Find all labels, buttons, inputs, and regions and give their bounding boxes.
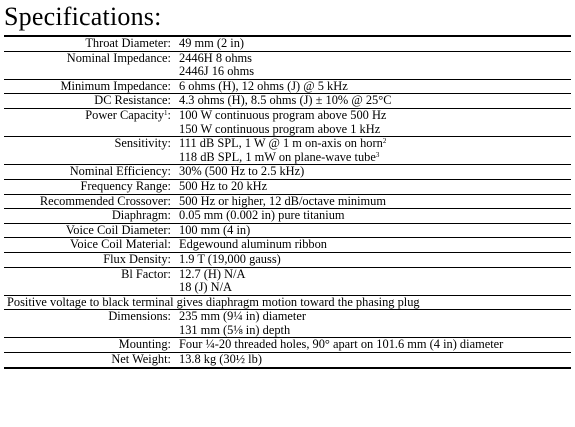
spec-label (4, 238, 176, 252)
spec-value-text: 100 mm (4 in) (179, 222, 251, 237)
spec-value-line (179, 37, 571, 51)
spec-value (176, 353, 571, 367)
spec-label-text: Throat Diameter: (85, 36, 171, 50)
spec-label (4, 310, 176, 337)
spec-value-line (179, 180, 571, 194)
spec-value (176, 165, 571, 179)
spec-value-line (179, 310, 571, 324)
spec-value (176, 180, 571, 194)
spec-label (4, 224, 176, 238)
spec-value-line (179, 224, 571, 238)
spec-value-line (179, 209, 571, 223)
spec-value (176, 224, 571, 238)
spec-label-text: Minimum Impedance: (60, 78, 171, 93)
spec-row (4, 94, 571, 109)
spec-value-text: 235 mm (9¼ in) diameter (179, 309, 306, 324)
page-title: Specifications: (4, 2, 162, 31)
spec-row (4, 253, 571, 268)
footnote-mark: 1 (164, 108, 168, 117)
spec-value (176, 338, 571, 352)
spec-value-text: 18 (J) N/A (179, 280, 232, 295)
spec-label (4, 37, 176, 51)
spec-value-line (179, 165, 571, 179)
spec-value-text: 49 mm (2 in) (179, 36, 245, 50)
spec-value-text: Edgewound aluminum ribbon (179, 237, 327, 252)
spec-label (4, 165, 176, 179)
spec-value (176, 310, 571, 337)
spec-value (176, 94, 571, 108)
spec-value-text: 13.8 kg (30½ lb) (179, 352, 262, 367)
spec-value-line (179, 52, 571, 66)
spec-value-line (179, 268, 571, 282)
footnote-mark: 3 (375, 150, 380, 159)
spec-value-line (179, 137, 571, 151)
spec-row (4, 338, 571, 353)
spec-value-line (179, 281, 571, 295)
spec-value-text: 500 Hz or higher, 12 dB/octave minimum (179, 193, 387, 208)
specifications-table (4, 35, 571, 369)
spec-value-text: 118 dB SPL, 1 mW on plane-wave tube (179, 149, 376, 164)
spec-value-line (179, 80, 571, 94)
spec-row (4, 165, 571, 180)
spec-value-line (179, 353, 571, 367)
spec-label-text: Sensitivity: (114, 136, 171, 151)
spec-label-text: Power Capacity (85, 107, 165, 122)
spec-label-text: Diaphragm: (111, 208, 171, 223)
spec-row (4, 209, 571, 224)
spec-rows-physical (4, 310, 571, 368)
spec-value-line (179, 195, 571, 209)
spec-value (176, 109, 571, 136)
spec-value (176, 80, 571, 94)
spec-label-suffix: : (167, 107, 171, 122)
polarity-note: Positive voltage to black terminal gives diaphragm motion toward the phasing plug (7, 294, 420, 309)
spec-value-text: 100 W continuous program above 500 Hz (179, 107, 387, 122)
spec-label-text: Mounting: (118, 337, 171, 352)
spec-value-text: 150 W continuous program above 1 kHz (179, 121, 381, 136)
spec-label-text: Recommended Crossover: (39, 193, 171, 208)
spec-value-text: 4.3 ohms (H), 8.5 ohms (J) ± 10% @ 25°C (179, 93, 392, 108)
spec-label-text: Frequency Range: (80, 178, 171, 193)
spec-value-line (179, 94, 571, 108)
spec-label (4, 268, 176, 295)
spec-row (4, 109, 571, 137)
spec-value-line (179, 151, 571, 165)
spec-label (4, 109, 176, 136)
spec-label (4, 209, 176, 223)
spec-label (4, 180, 176, 194)
spec-label (4, 338, 176, 352)
spec-row (4, 80, 571, 95)
spec-value-text: 12.7 (H) N/A (179, 266, 246, 281)
spec-value-line (179, 253, 571, 267)
spec-rows (4, 37, 571, 296)
spec-row (4, 238, 571, 253)
spec-label (4, 353, 176, 367)
spec-value-text: 2446H 8 ohms (179, 50, 252, 65)
spec-row (4, 310, 571, 338)
spec-label (4, 52, 176, 79)
spec-label (4, 137, 176, 164)
spec-row (4, 195, 571, 210)
spec-value-line (179, 65, 571, 79)
spec-label-text: Flux Density: (103, 251, 171, 266)
spec-label-text: Voice Coil Material: (70, 237, 171, 252)
spec-value (176, 238, 571, 252)
spec-label (4, 94, 176, 108)
spec-label-text: Nominal Impedance: (66, 50, 171, 65)
spec-label (4, 253, 176, 267)
spec-value-text: 0.05 mm (0.002 in) pure titanium (179, 208, 345, 223)
spec-label-text: Voice Coil Diameter: (65, 222, 171, 237)
spec-label-text: DC Resistance: (94, 93, 171, 108)
spec-value-line (179, 324, 571, 338)
spec-row (4, 137, 571, 165)
spec-label-text: Nominal Efficiency: (69, 164, 171, 179)
spec-value-text: 6 ohms (H), 12 ohms (J) @ 5 kHz (179, 78, 348, 93)
spec-value-text: 30% (500 Hz to 2.5 kHz) (179, 164, 305, 179)
spec-value-line (179, 123, 571, 137)
spec-row (4, 268, 571, 296)
spec-row (4, 224, 571, 239)
spec-label (4, 80, 176, 94)
spec-label-text: Bl Factor: (121, 266, 171, 281)
spec-value-text: 111 dB SPL, 1 W @ 1 m on-axis on horn (179, 136, 383, 151)
spec-value (176, 37, 571, 51)
spec-value-line (179, 238, 571, 252)
spec-value (176, 253, 571, 267)
spec-value (176, 137, 571, 164)
spec-value-line (179, 338, 571, 352)
spec-value (176, 52, 571, 79)
spec-value (176, 268, 571, 295)
polarity-note-row (4, 296, 571, 311)
footnote-mark: 2 (382, 137, 387, 146)
spec-label (4, 195, 176, 209)
spec-value-text: 500 Hz to 20 kHz (179, 178, 268, 193)
spec-value-line (179, 109, 571, 123)
spec-value-text: Four ¼-20 threaded holes, 90° apart on 101.6 mm (4 in) diameter (179, 337, 504, 352)
spec-label-text: Dimensions: (108, 309, 171, 324)
spec-row (4, 37, 571, 52)
spec-value-text: 2446J 16 ohms (179, 64, 255, 79)
spec-row (4, 353, 571, 369)
spec-row (4, 180, 571, 195)
spec-label-text: Net Weight: (111, 352, 171, 367)
spec-value (176, 209, 571, 223)
spec-value-text: 1.9 T (19,000 gauss) (179, 251, 281, 266)
spec-row (4, 52, 571, 80)
spec-value-text: 131 mm (5⅛ in) depth (179, 322, 291, 337)
spec-value (176, 195, 571, 209)
